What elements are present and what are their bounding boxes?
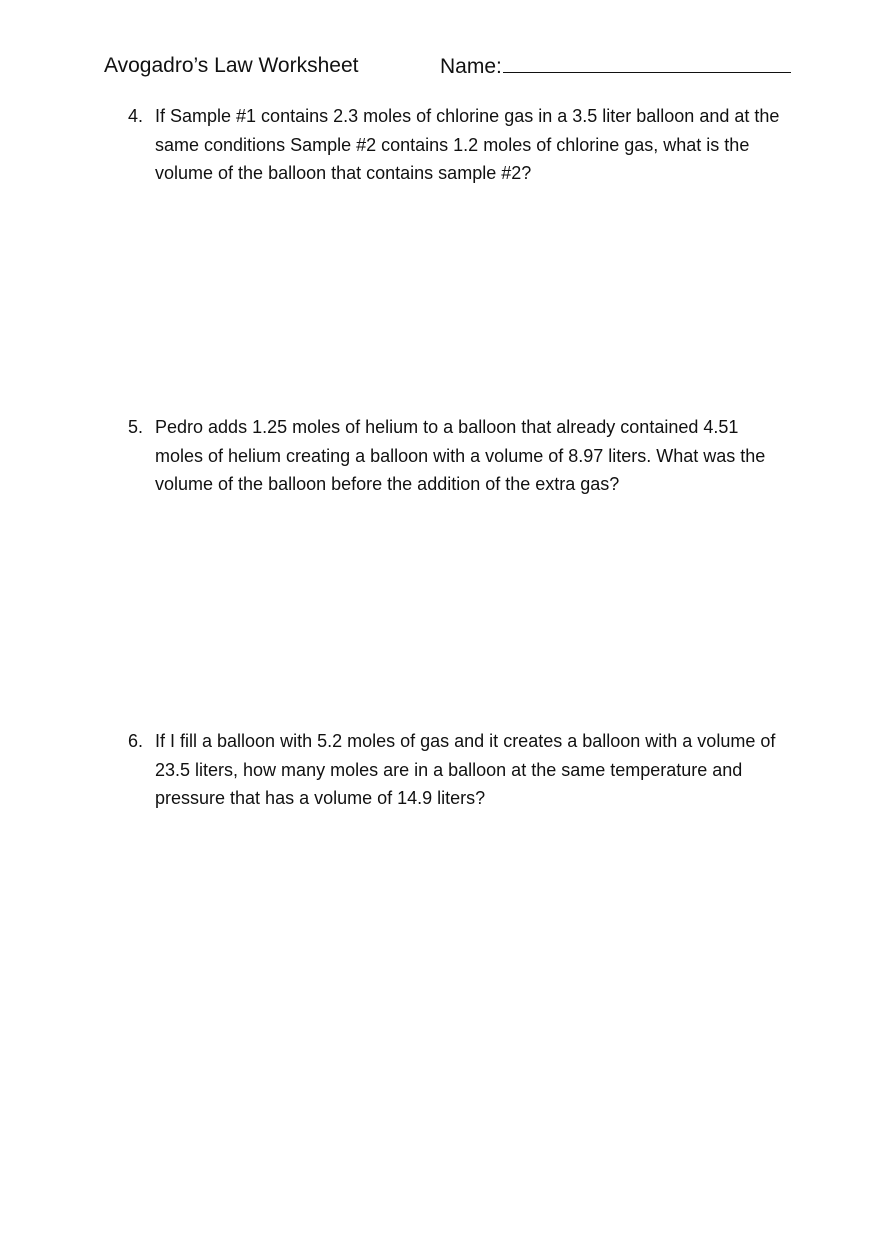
question-number: 6.	[128, 731, 144, 751]
question-number: 5.	[128, 417, 144, 437]
question-text: If I fill a balloon with 5.2 moles of gas and it creates a balloon with a volume of 23.5 liters, how many moles are in a balloon at the same temperature and pressure that has a volume of 14.9 liters?	[155, 731, 776, 808]
question-4	[128, 102, 788, 188]
question-text: If Sample #1 contains 2.3 moles of chlorine gas in a 3.5 liter balloon and at the same conditions Sample #2 contains 1.2 moles of chlorine gas, what is the volume of the balloon that contains sample #2?	[155, 106, 780, 183]
name-field	[440, 52, 791, 81]
question-6	[128, 727, 788, 813]
name-label: Name:	[440, 55, 502, 78]
question-text: Pedro adds 1.25 moles of helium to a balloon that already contained 4.51 moles of helium creating a balloon with a volume of 8.97 liters. What was the volume of the balloon before the addition of the extra gas?	[155, 417, 766, 494]
worksheet-title: Avogadro’s Law Worksheet	[104, 54, 359, 77]
question-5	[128, 413, 788, 499]
name-blank-line	[503, 52, 791, 73]
question-number: 4.	[128, 106, 144, 126]
